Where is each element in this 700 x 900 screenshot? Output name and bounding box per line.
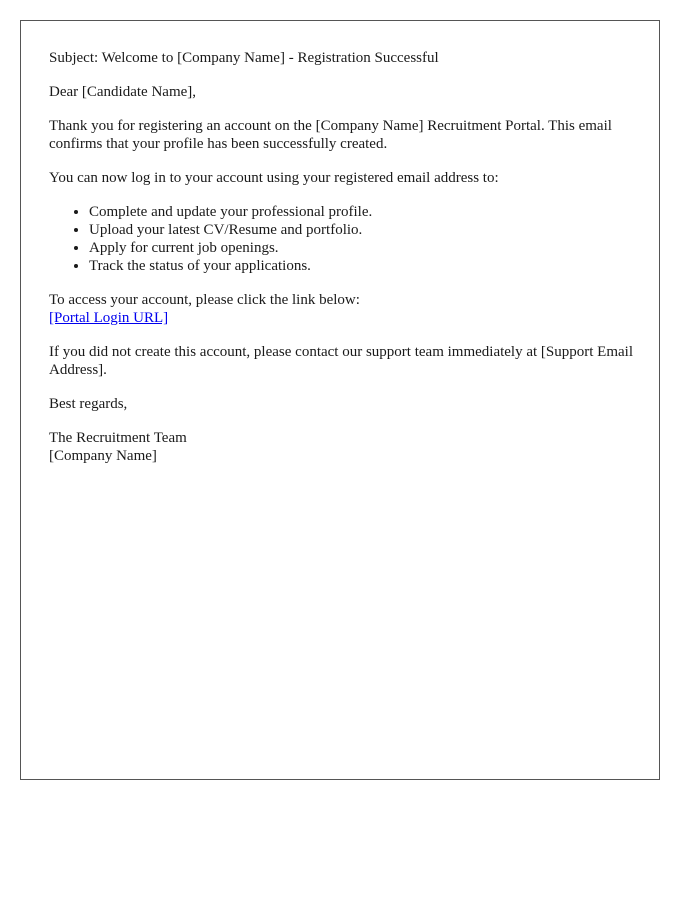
email-intro: Thank you for registering an account on the [Company Name] Recruitment Portal. This email confirms that your profile has been successfully created.: [49, 118, 612, 152]
support-note: If you did not create this account, please contact our support team immediately at [Support Email Address].: [49, 344, 633, 378]
feature-item: • Apply for current job openings.: [89, 239, 639, 257]
access-text: To access your account, please click the link below:: [49, 292, 360, 308]
email-closing: Best regards,: [49, 396, 128, 412]
access-paragraph: [49, 291, 639, 327]
signature-team: The Recruitment Team: [49, 430, 187, 446]
email-subject: Subject: Welcome to [Company Name] - Registration Successful: [49, 50, 439, 66]
feature-list: [49, 203, 639, 275]
signature-company: [Company Name]: [49, 448, 157, 464]
feature-item: • Track the status of your applications.: [89, 257, 639, 275]
email-body: [49, 49, 639, 481]
feature-item: • Upload your latest CV/Resume and portfolio.: [89, 221, 639, 239]
email-signature: [49, 429, 639, 465]
email-frame: [20, 20, 660, 780]
email-greeting: Dear [Candidate Name],: [49, 84, 197, 100]
feature-item: • Complete and update your professional profile.: [89, 203, 639, 221]
portal-login-link[interactable]: [Portal Login URL]: [49, 310, 169, 326]
email-instructions: You can now log in to your account using your registered email address to:: [49, 170, 499, 186]
